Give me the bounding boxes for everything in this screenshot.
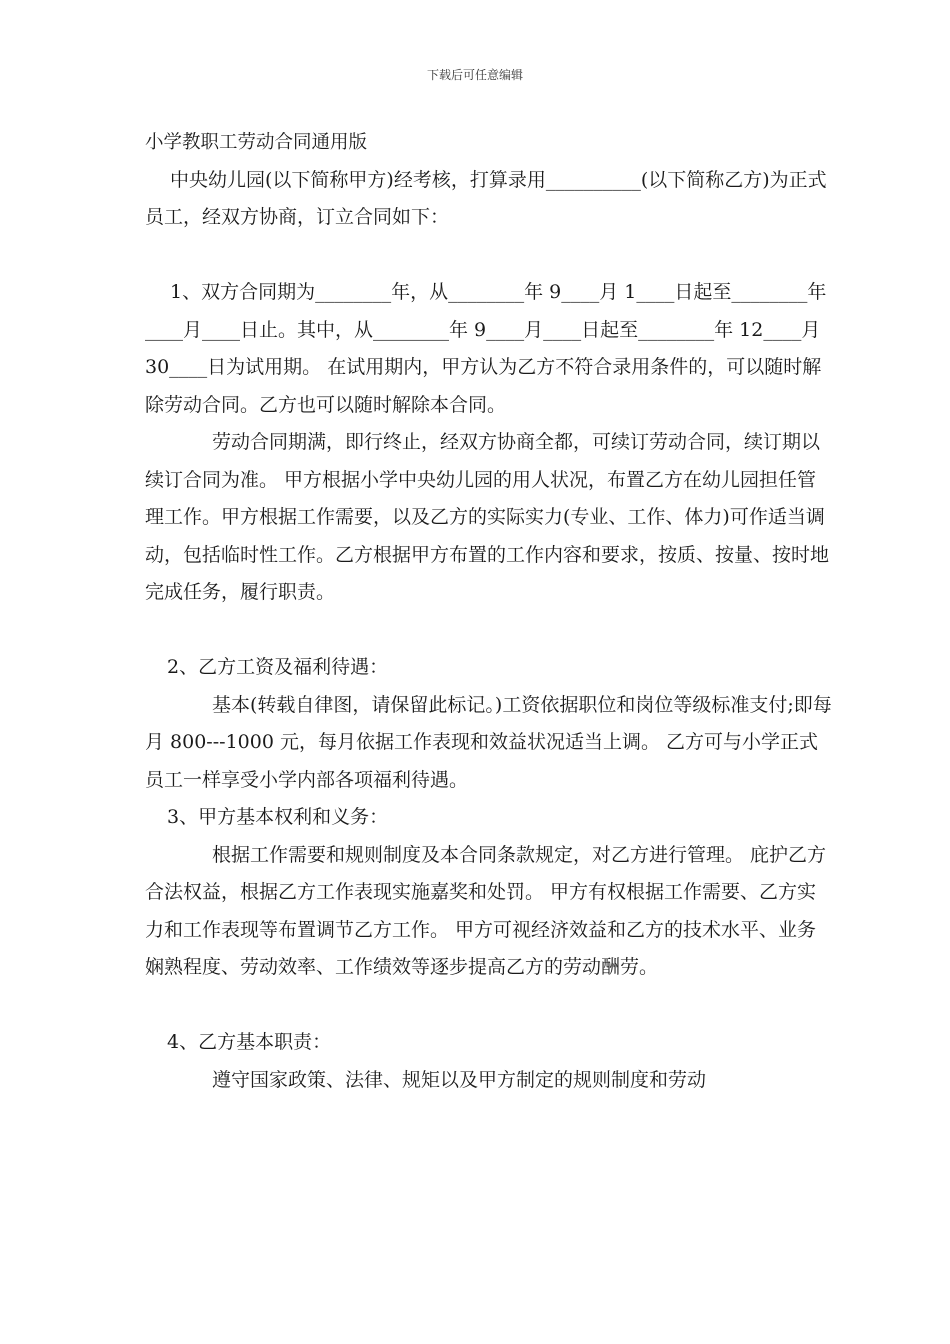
spacer: [145, 987, 835, 1025]
spacer: [145, 612, 835, 650]
spacer: [145, 237, 835, 275]
section-3-paragraph: 根据工作需要和规则制度及本合同条款规定，对乙方进行管理。 庇护乙方合法权益，根据乙方工作表现实施嘉奖和处罚。 甲方有权根据工作需要、乙方实力和工作表现等布置调节乙方工作。 甲方可视经济效益和乙方的技术水平、业务娴熟程度、劳动效率、工作绩效等逐步提高乙方的劳动酬劳。: [145, 843, 827, 978]
document-title: 小学教职工劳动合同通用版: [145, 132, 368, 153]
section-1-continuation: 劳动合同期满，即行终止，经双方协商全都，可续订劳动合同，续订期以续订合同为准。 甲方根据小学中央幼儿园的用人状况，布置乙方在幼儿园担任管理工作。甲方根据工作需要，以及乙方的实际实力(专业、工作、体力)可作适当调动，包括临时性工作。乙方根据甲方布置的工作内容和要求，按质、按量、按时地完成任务，履行职责。: [145, 431, 830, 603]
intro-paragraph: 中央幼儿园(以下简称甲方)经考核，打算录用__________(以下简称乙方)为正式员工，经双方协商，订立合同如下：: [145, 168, 827, 228]
page-header: 下载后可任意编辑: [426, 68, 523, 82]
section-4-heading: 4、乙方基本职责：: [167, 1031, 332, 1053]
section-1-paragraph: 1、双方合同期为________年，从________年 9____月 1____日起至________年____月____日止。其中，从________年 9____月____日起至________年 12____月 30____日为试用期。 在试用期内，甲方认为乙方不符合录用条件的，可以随时解除劳动合同。乙方也可以随时解除本合同。: [145, 281, 827, 416]
section-4-paragraph: 遵守国家政策、法律、规矩以及甲方制定的规则制度和劳动: [212, 1068, 707, 1091]
section-2-heading: 2、乙方工资及福利待遇：: [167, 656, 389, 678]
section-2-paragraph: 基本(转载自律图，请保留此标记。)工资依据职位和岗位等级标准支付;即每月 800---1000 元，每月依据工作表现和效益状况适当上调。 乙方可与小学正式员工一样享受小学内部各项福利待遇。: [145, 693, 832, 791]
document-body: [145, 124, 835, 1099]
section-3-heading: 3、甲方基本权利和义务：: [167, 806, 389, 828]
